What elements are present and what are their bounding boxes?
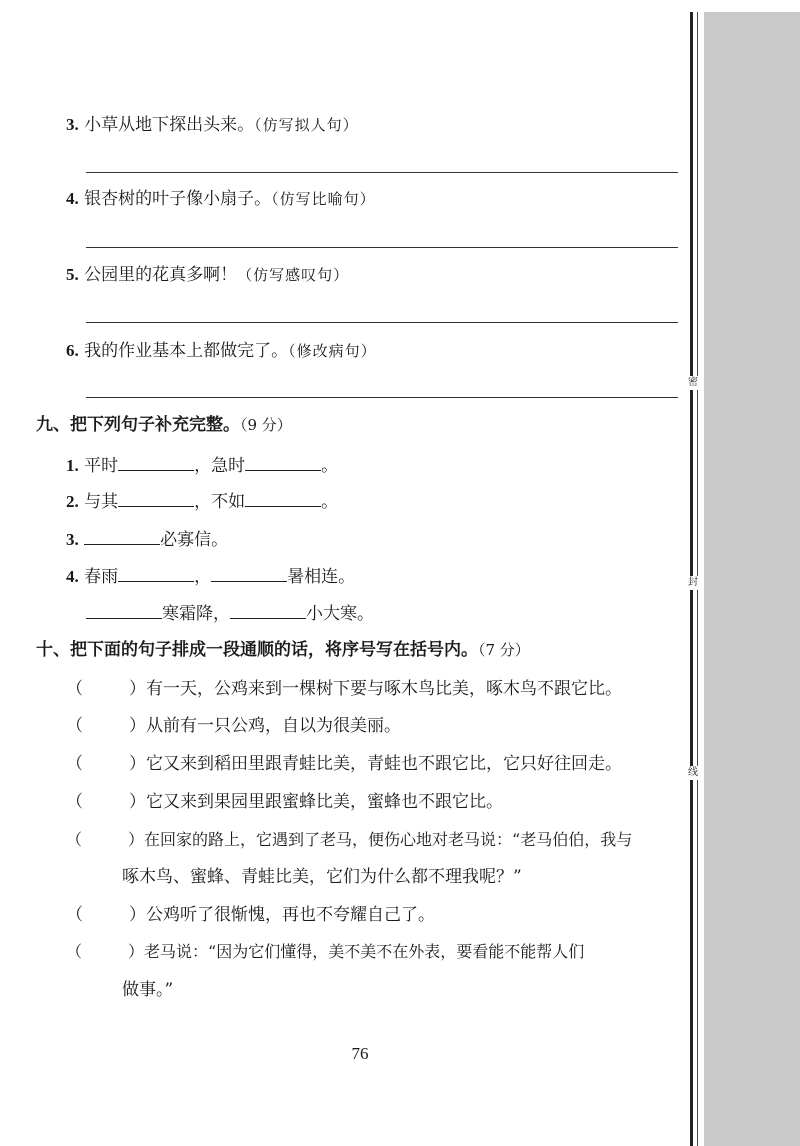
fill-blank[interactable] [86, 604, 162, 619]
ordering-item: （ ）有一天，公鸡来到一棵树下要与啄木鸟比美，啄木鸟不跟它比。 [66, 679, 622, 699]
section-10-heading: 十、把下面的句子排成一段通顺的话，将序号写在括号内。（7 分） [36, 640, 530, 660]
seal-label-mi: 密 [683, 376, 703, 390]
fill-blank[interactable] [118, 492, 194, 507]
answer-line[interactable] [86, 397, 678, 398]
question-9-4-line2: 寒霜降， 小大寒。 [86, 603, 374, 625]
question-8-3: 3. 小草从地下探出头来。（仿写拟人句） [66, 115, 359, 135]
fill-blank[interactable] [118, 567, 194, 582]
fill-blank[interactable] [245, 456, 321, 471]
ordering-item-continuation: 做事。” [122, 980, 174, 1000]
answer-line[interactable] [86, 172, 678, 173]
answer-line[interactable] [86, 247, 678, 248]
ordering-item: （ ）公鸡听了很惭愧，再也不夸耀自己了。 [66, 905, 435, 925]
ordering-item: （ ）它又来到果园里跟蜜蜂比美，蜜蜂也不跟它比。 [66, 792, 503, 812]
ordering-item-continuation: 啄木鸟、蜜蜂、青蛙比美，它们为什么都不理我呢？” [122, 867, 522, 887]
section-9-heading: 九、把下列句子补充完整。（9 分） [36, 415, 292, 435]
fill-blank[interactable] [84, 530, 160, 545]
ordering-item: （ ）老马说：“因为它们懂得，美不美不在外表，要看能不能帮人们 [66, 942, 585, 961]
answer-line[interactable] [86, 322, 678, 323]
fill-blank[interactable] [245, 492, 321, 507]
ordering-item: （ ）在回家的路上，它遇到了老马，便伤心地对老马说：“老马伯伯，我与 [66, 830, 633, 849]
ordering-item: （ ）从前有一只公鸡，自以为很美丽。 [66, 716, 401, 736]
question-9-4: 4. 春雨 ， 暑相连。 [66, 567, 356, 587]
fill-blank[interactable] [230, 604, 306, 619]
seal-label-xian: 线 [683, 766, 703, 780]
binding-margin [704, 12, 800, 1146]
question-9-3: 3. 必寡信。 [66, 530, 229, 550]
ordering-item: （ ）它又来到稻田里跟青蛙比美，青蛙也不跟它比，它只好往回走。 [66, 754, 622, 774]
page-number: 76 [351, 1044, 369, 1063]
seal-label-feng: 封 [683, 576, 703, 590]
fill-blank[interactable] [118, 456, 194, 471]
question-8-5: 5. 公园里的花真多啊！（仿写感叹句） [66, 265, 350, 285]
fill-blank[interactable] [211, 567, 287, 582]
question-9-2: 2. 与其 ，不如 。 [66, 492, 339, 512]
question-9-1: 1. 平时 ，急时 。 [66, 456, 339, 476]
question-8-4: 4. 银杏树的叶子像小扇子。（仿写比喻句） [66, 189, 376, 209]
question-8-6: 6. 我的作业基本上都做完了。（修改病句） [66, 341, 377, 361]
